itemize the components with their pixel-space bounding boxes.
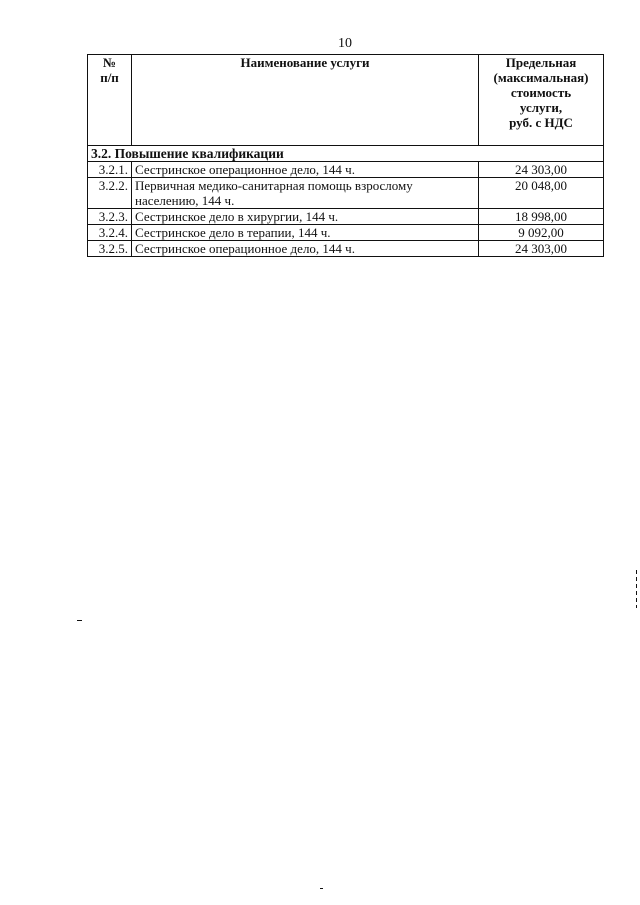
row-service-name: Сестринское операционное дело, 144 ч.	[132, 241, 479, 257]
row-service-name: Сестринское операционное дело, 144 ч.	[132, 162, 479, 178]
table-row	[88, 241, 604, 257]
header-number-abbr: п/п	[100, 70, 119, 85]
table-row	[88, 225, 604, 241]
scan-mark-bottom	[320, 888, 323, 889]
section-title: 3.2. Повышение квалификации	[88, 146, 604, 162]
row-price: 18 998,00	[479, 209, 604, 225]
header-service-name: Наименование услуги	[132, 55, 479, 146]
row-number: 3.2.5.	[88, 241, 132, 257]
row-number: 3.2.3.	[88, 209, 132, 225]
table-header-row	[88, 55, 604, 146]
row-number: 3.2.4.	[88, 225, 132, 241]
page-number: 10	[338, 36, 352, 51]
row-number: 3.2.1.	[88, 162, 132, 178]
scan-mark-left	[77, 620, 82, 621]
table-row	[88, 178, 604, 209]
row-price: 24 303,00	[479, 241, 604, 257]
header-price-line-3: стоимость	[510, 85, 572, 100]
section-row	[88, 146, 604, 162]
table-row	[88, 209, 604, 225]
row-price: 9 092,00	[479, 225, 604, 241]
header-price	[479, 55, 604, 146]
row-service-name: Сестринское дело в терапии, 144 ч.	[132, 225, 479, 241]
header-price-line-4: услуги,	[519, 100, 563, 115]
row-service-name: Первичная медико-санитарная помощь взрослому населению, 144 ч.	[132, 178, 479, 209]
header-price-line-1: Предельная	[505, 55, 577, 70]
row-number: 3.2.2.	[88, 178, 132, 209]
scan-mark-right	[636, 570, 637, 608]
services-price-table	[87, 54, 604, 257]
row-price: 20 048,00	[479, 178, 604, 209]
header-price-line-2: (максимальная)	[493, 70, 589, 85]
table-row	[88, 162, 604, 178]
header-number-symbol: №	[102, 55, 117, 70]
row-price: 24 303,00	[479, 162, 604, 178]
row-service-name: Сестринское дело в хирургии, 144 ч.	[132, 209, 479, 225]
header-number	[88, 55, 132, 146]
header-price-line-5: руб. с НДС	[509, 115, 573, 130]
